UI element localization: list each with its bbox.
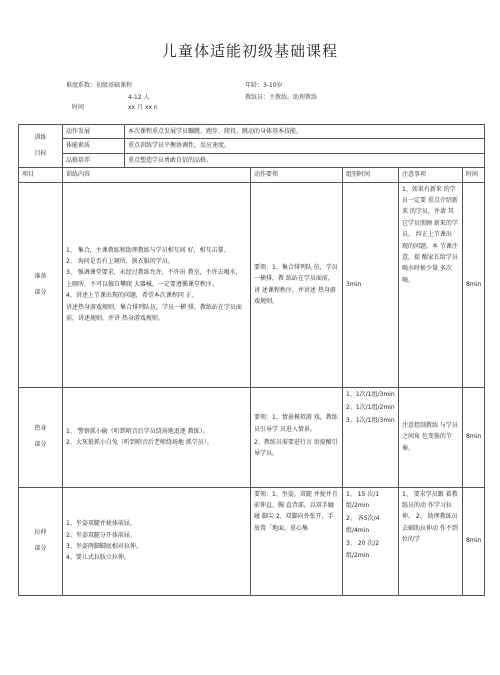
warm-step: 1、 警察抓小偷（听到哨音后学员绕场地追逐 教练）。 [66, 427, 209, 435]
header-notes: 注意事项 [399, 168, 463, 182]
goal-name: 动作发展 [63, 125, 125, 139]
difficulty-label: 难度系数：初级基础课程 [66, 82, 133, 89]
warm-label-top: 热身 [34, 425, 47, 433]
warm-key-a: 要领：1、情景模拟游 戏，教练员引导学 员进入情景。 [254, 414, 338, 433]
goal-name: 品格培养 [63, 153, 125, 167]
prep-label-top: 准备 [34, 272, 47, 280]
prep-notes: 1、如果有新来 的学员一定要 重点介绍新来 的学员，并请 其它学员照顾 新来的学员。 纠正上节课出 现的问题，本 节课注意，提 醒家长给学员 喝水时候少量 多次喝。 [399, 182, 463, 387]
warm-label-bottom: 部分 [34, 441, 47, 449]
stretch-step: 2、坐姿双腿分开体前屈。 [66, 531, 136, 539]
header-project: 项目 [19, 168, 63, 182]
stretch-group-item: 1、 15 次/1组/2min [346, 490, 380, 509]
header-content: 训练内容 [63, 168, 251, 182]
prep-step: 3、 强调课堂要求，未经过教练允许，不许出 教室，不许去喝水，上厕所，不可以擅自攀爬 大器械，一定要遵循课堂秩序。 [66, 269, 242, 288]
prep-step: 讲述热身游戏规则，集合排列队伍，学员一横 排，教练站在学员面前，讲述规则，并讲 热身游戏规则。 [66, 303, 242, 323]
warm-group-item: 2、1次/1组/2min [346, 403, 395, 411]
prep-step: 2、 询问是否有上厕所，换衣服的学员。 [66, 258, 174, 266]
warm-key-b: 2、教练员需要进行言 语提醒引导学员。 [254, 439, 338, 458]
stretch-label-bottom: 部分 [34, 545, 47, 553]
prep-step: 4、讲述上节课出现的问题，希望本次课程同 正。 [66, 292, 198, 300]
stretch-step: 3、坐姿两脚脚底相对拉伸。 [66, 543, 142, 551]
goal-name: 体能素质 [63, 139, 125, 153]
goals-label-bottom: 目标 [34, 150, 47, 158]
time-label: 时间 [72, 104, 85, 111]
stretch-notes: 1、 要求学员跟 着教练员的动 作学习拉伸。 2、 助理教练员 去辅助拉伸动 作不到位的学 [399, 487, 463, 595]
prep-step: 1、 集合，主课教练和助理教练与学员相互问 好，相互击掌。 [66, 246, 230, 254]
goals-label-cell [19, 125, 63, 168]
prep-content [63, 182, 251, 387]
warm-notes: 注意控制教练 与学员之间角 色变换的节奏。 [399, 387, 463, 487]
teachers-label: 教练员：主教练，助理教练 [245, 94, 318, 101]
warm-step: 2、大灰狼抓小白兔（听到哨音后老师绕场地 抓学员）。 [66, 439, 213, 447]
warm-group-item: 1、1次/1组/3min [346, 390, 395, 398]
stretch-group-item: 3、 20 次/2组/2min [346, 540, 380, 559]
stretch-label-cell [19, 487, 63, 595]
stretch-time: 8min [463, 487, 485, 595]
stretch-key: 要领：1、坐姿，双腿 并拢并且前伸直，胸 直背部，以双手触碰 脚尖 2、双脚向外张开，手 放置「地面，重心集 [251, 487, 343, 595]
time-value: xx 月 xx n [128, 104, 158, 111]
warm-group-item: 3、1次/1组/3min [346, 417, 395, 425]
warm-group [343, 387, 399, 487]
stretch-label-top: 拉伸 [34, 529, 47, 537]
goal-text: 重点训练学员平衡协调性，反应速度。 [125, 139, 485, 153]
stretch-step: 4、婴儿式拉肢立拉伸。 [66, 554, 130, 562]
stretch-content [63, 487, 251, 595]
header-time: 时间 [463, 168, 485, 182]
age-label: 年龄：3-10岁 [245, 82, 283, 89]
header-group-time: 组别时间 [343, 168, 399, 182]
warm-content [63, 387, 251, 487]
goal-text: 重点塑造学员勇敢自信的品格。 [125, 153, 485, 167]
header-key: 动作要领 [251, 168, 343, 182]
stretch-group [343, 487, 399, 595]
stretch-step: 1、坐姿双腿并拢体前屈。 [66, 520, 136, 528]
prep-label-bottom: 部分 [34, 288, 47, 296]
prep-time: 8min [463, 182, 485, 387]
page-title: 儿童体适能初级基础课程 [161, 42, 338, 60]
warm-key [251, 387, 343, 487]
warm-time: 8min [463, 387, 485, 487]
warm-label-cell [19, 387, 63, 487]
student-count: 4-12 人 [128, 94, 150, 101]
goal-text: 本次课程重点发展学员蹦跳、跑步、爬投、跳动的身体基本技能。 [125, 125, 485, 139]
course-table [18, 124, 485, 596]
prep-label-cell [19, 182, 63, 387]
goals-label-top: 训练 [34, 134, 47, 142]
prep-key: 要领：1、集合排列队 伍，学员一横排，教 练站在学员面前，讲 述课程秩序，并讲述 热身游戏规则。 [251, 182, 343, 387]
prep-group: 3min [343, 182, 399, 387]
stretch-group-item: 2、 各5次/4组/4min [346, 515, 380, 534]
